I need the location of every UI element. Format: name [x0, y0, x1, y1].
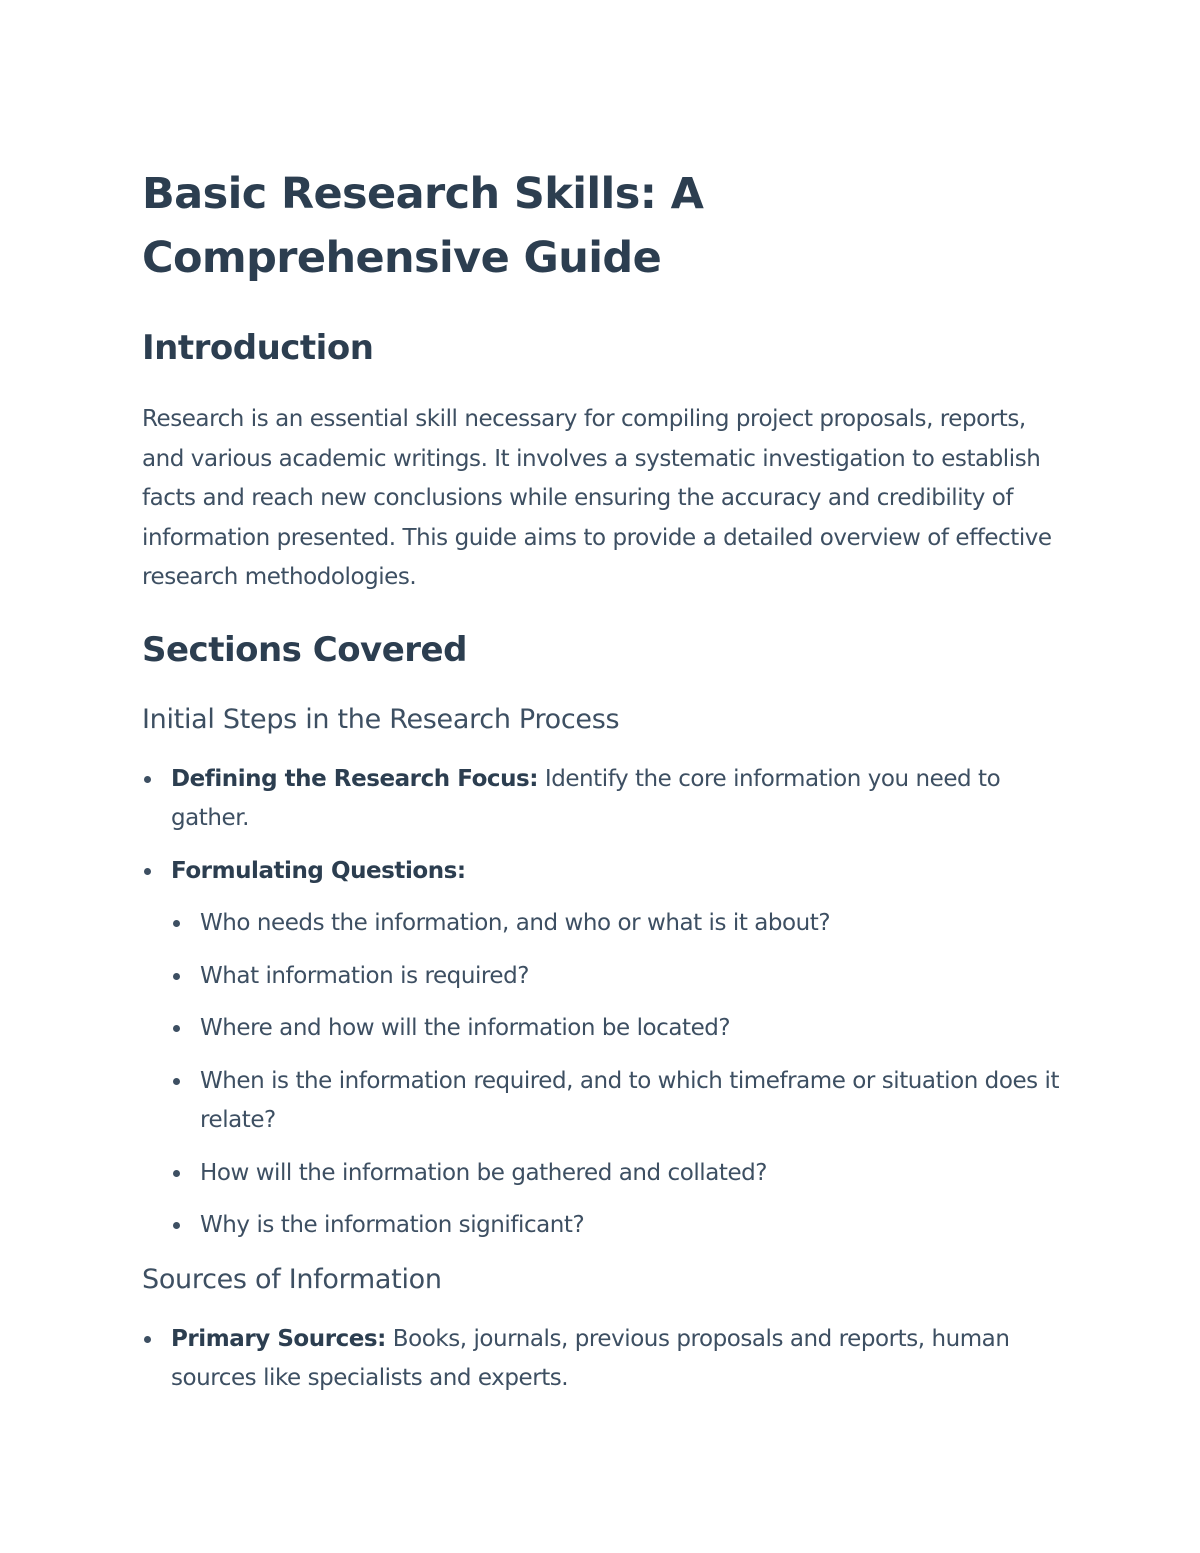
initial-steps-list	[142, 760, 1062, 1246]
sublist-item: How will the information be gathered and collated?	[171, 1154, 1062, 1194]
sublist-item: Why is the information significant?	[171, 1206, 1062, 1246]
sublist-item: Who needs the information, and who or what is it about?	[171, 904, 1062, 944]
list-item-term: Primary Sources:	[171, 1325, 386, 1352]
list-item-text: Books, journals, previous proposals and reports, human sources like specialists and experts.	[171, 1325, 1010, 1391]
list-item-text: Identify the core information you need to gather.	[171, 765, 1001, 831]
sections-covered-heading: Sections Covered	[142, 629, 467, 670]
sublist-item: What information is required?	[171, 957, 1062, 997]
sources-heading: Sources of Information	[142, 1263, 442, 1295]
list-item-term: Formulating Questions:	[171, 857, 466, 884]
questions-sublist	[171, 904, 1062, 1246]
list-item	[142, 852, 1062, 1246]
list-item	[142, 760, 1062, 839]
document-title: Basic Research Skills: A Comprehensive Guide	[142, 169, 704, 283]
introduction-heading: Introduction	[142, 328, 374, 368]
initial-steps-heading: Initial Steps in the Research Process	[142, 703, 620, 735]
sources-list	[142, 1320, 1062, 1399]
sublist-item: Where and how will the information be located?	[171, 1009, 1062, 1049]
list-item-term: Defining the Research Focus:	[171, 765, 539, 792]
document-page	[142, 162, 1062, 1399]
list-item	[142, 1320, 1062, 1399]
introduction-paragraph: Research is an essential skill necessary for compiling project proposals, reports, and various academic writings. It involves a systematic investigation to establish facts and reach new conclusions while ensuring the accuracy and credibility of information presented. This guide aims to provide a detailed overview of effective research methodologies.	[142, 406, 1052, 590]
sublist-item: When is the information required, and to which timeframe or situation does it relate?	[171, 1062, 1062, 1141]
